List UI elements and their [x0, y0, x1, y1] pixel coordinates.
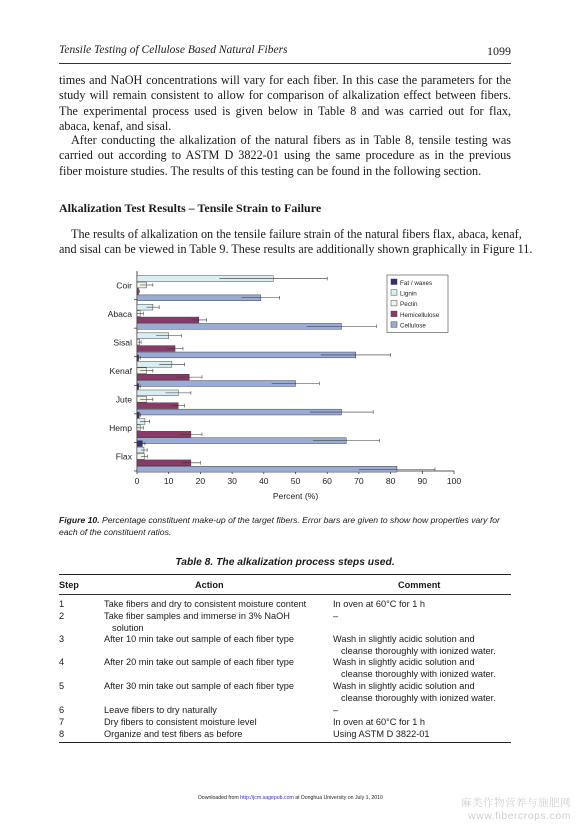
footer-link[interactable]: http://jcm.sagepub.com — [240, 795, 294, 801]
table-cell-step: 5 — [59, 681, 65, 691]
table-cell-comment-line: cleanse thoroughly with ionized water. — [341, 668, 496, 679]
category-label: Sisal — [113, 337, 132, 348]
table-cell-comment — [333, 634, 496, 658]
x-tick-label: 20 — [195, 476, 206, 486]
figure-caption — [59, 515, 511, 538]
text-line: fiber moisture studies. The results of this testing can be found in the following section. — [59, 163, 482, 178]
legend-swatch — [391, 322, 397, 328]
legend-swatch — [391, 290, 397, 296]
category-label: Kenaf — [109, 366, 132, 376]
category-label: Flax — [115, 451, 132, 462]
table-cell-comment-line: In oven at 60°C for 1 h — [333, 599, 426, 609]
table-cell-action-line: Leave fibers to dry naturally — [104, 705, 217, 715]
table-cell-comment — [333, 717, 425, 729]
table-top-rule — [59, 574, 511, 575]
table-header-action: Action — [195, 580, 224, 590]
table-cell-comment-line: Wash in slightly acidic solution and — [333, 681, 475, 691]
table-cell-step: 7 — [59, 717, 65, 727]
table-cell-step: 8 — [59, 729, 65, 739]
x-tick-label: 30 — [227, 476, 237, 486]
text-line: abaca, kenaf, and sisal. — [59, 118, 172, 133]
category-label: Coir — [116, 280, 132, 291]
table-cell-step: 3 — [59, 634, 65, 644]
category-label: Hemp — [109, 423, 132, 434]
table-cell-comment-line: Using ASTM D 3822-01 — [333, 729, 430, 739]
text-line: study will remain consistent to allow for comparison of alkalization effect between fibers. — [59, 88, 511, 103]
bar-hemicellulose — [137, 317, 199, 323]
text-line: The results of alkalization on the tensile failure strain of the natural fibers flax, abaca, kenaf, — [71, 227, 522, 241]
table-cell-step: 2 — [59, 611, 65, 621]
x-tick-label: 50 — [290, 476, 301, 486]
table-cell-action-line: Take fiber samples and immerse in 3% NaOH — [104, 611, 290, 621]
table-cell-action-line: After 20 min take out sample of each fiber type — [104, 657, 294, 667]
x-tick-label: 60 — [322, 476, 332, 486]
table-cell-comment-line: cleanse thoroughly with ionized water. — [341, 692, 496, 703]
watermark — [461, 797, 571, 823]
x-tick-label: 70 — [354, 476, 364, 486]
legend-swatch — [391, 300, 397, 306]
table-cell-action — [104, 657, 294, 669]
table-cell-action-line: Organize and test fibers as before — [104, 729, 243, 739]
legend-label: Cellulose — [400, 322, 426, 330]
x-tick-label: 40 — [259, 476, 269, 486]
table-cell-comment-line: – — [333, 611, 339, 621]
category-label: Jute — [115, 394, 132, 405]
table-header-comment: Comment — [398, 580, 441, 590]
table-cell-step: 1 — [59, 599, 65, 609]
table-cell-comment — [333, 681, 496, 705]
footer-suffix: at Donghua University on July 1, 2010 — [293, 795, 383, 801]
page-number: 1099 — [487, 44, 511, 58]
table-cell-action-line: Dry fibers to consistent moisture level — [104, 717, 257, 727]
table-bottom-rule — [59, 742, 511, 743]
section-heading: Alkalization Test Results – Tensile Strain to Failure — [59, 201, 322, 215]
table-title: Table 8. The alkalization process steps used. — [175, 557, 395, 568]
watermark-line-2: www.fibercrops.com — [468, 810, 571, 822]
x-axis-label: Percent (%) — [272, 491, 319, 501]
table-cell-comment-line: cleanse thoroughly with ionized water. — [341, 645, 496, 656]
table-header-step: Step — [59, 580, 79, 590]
x-tick-label: 90 — [417, 476, 428, 486]
table-cell-action-line: Take fibers and dry to consistent moisture content — [104, 599, 307, 609]
figure-caption-text: Percentage constituent make-up of the target fibers. Error bars are given to show how properties vary for each of the constituent ratios. — [59, 515, 500, 537]
category-label: Abaca — [107, 308, 132, 319]
legend-label: Pectin — [400, 301, 418, 309]
figure-caption-label: Figure 10. — [59, 515, 100, 525]
table-cell-action-line: After 10 min take out sample of each fiber type — [104, 634, 294, 644]
table-cell-action — [104, 681, 294, 693]
text-line: carried out according to ASTM D 3822-01 using the same procedure as in the previous — [59, 148, 511, 163]
text-line: The experimental process used is given below in Table 8 and was carried out for flax, — [59, 103, 511, 118]
table-cell-comment — [333, 729, 430, 741]
table-cell-comment-line: Wash in slightly acidic solution and — [333, 657, 475, 667]
table-cell-comment — [333, 705, 338, 717]
table-cell-action — [104, 634, 294, 646]
x-tick-label: 80 — [385, 476, 396, 486]
table-cell-action-line: solution — [112, 622, 144, 633]
table-cell-comment-line: In oven at 60°C for 1 h — [333, 717, 426, 727]
text-line: times and NaOH concentrations will vary for each fiber. In this case the parameters for the — [59, 73, 511, 87]
table-cell-action — [104, 717, 257, 729]
table-cell-action — [104, 599, 306, 611]
legend-swatch — [391, 311, 397, 317]
x-tick-label: 10 — [163, 476, 174, 486]
legend-label: Lignin — [400, 290, 417, 298]
legend-label: Hemicellulose — [400, 311, 440, 319]
table-cell-comment — [333, 599, 425, 611]
x-tick-label: 100 — [446, 476, 462, 486]
table-cell-action — [104, 611, 290, 635]
bar-cellulose — [137, 466, 397, 472]
table-cell-comment — [333, 657, 496, 681]
table-cell-action-line: After 30 min take out sample of each fiber type — [104, 681, 294, 691]
table-cell-step: 6 — [59, 705, 65, 715]
table-cell-step: 4 — [59, 657, 65, 667]
table-cell-comment — [333, 611, 338, 623]
table-cell-comment-line: – — [333, 705, 339, 715]
text-line: After conducting the alkalization of the natural fibers as in Table 8, tensile testing was — [71, 133, 511, 147]
x-tick-label: 0 — [134, 476, 140, 486]
footer-prefix: Downloaded from — [198, 795, 241, 801]
table-header-rule — [59, 594, 511, 595]
legend-swatch — [391, 279, 397, 285]
table-cell-action — [104, 705, 217, 717]
table-cell-comment-line: Wash in slightly acidic solution and — [333, 634, 475, 644]
running-title: Tensile Testing of Cellulose Based Natural Fibers — [59, 44, 288, 56]
text-line: and sisal can be viewed in Table 9. These results are additionally shown graphically in Figure 11. — [59, 242, 533, 257]
watermark-line-1: 麻类作物营养与施肥网 — [461, 797, 571, 809]
legend-label: Fat / waxes — [400, 279, 433, 287]
table-cell-action — [104, 729, 242, 741]
